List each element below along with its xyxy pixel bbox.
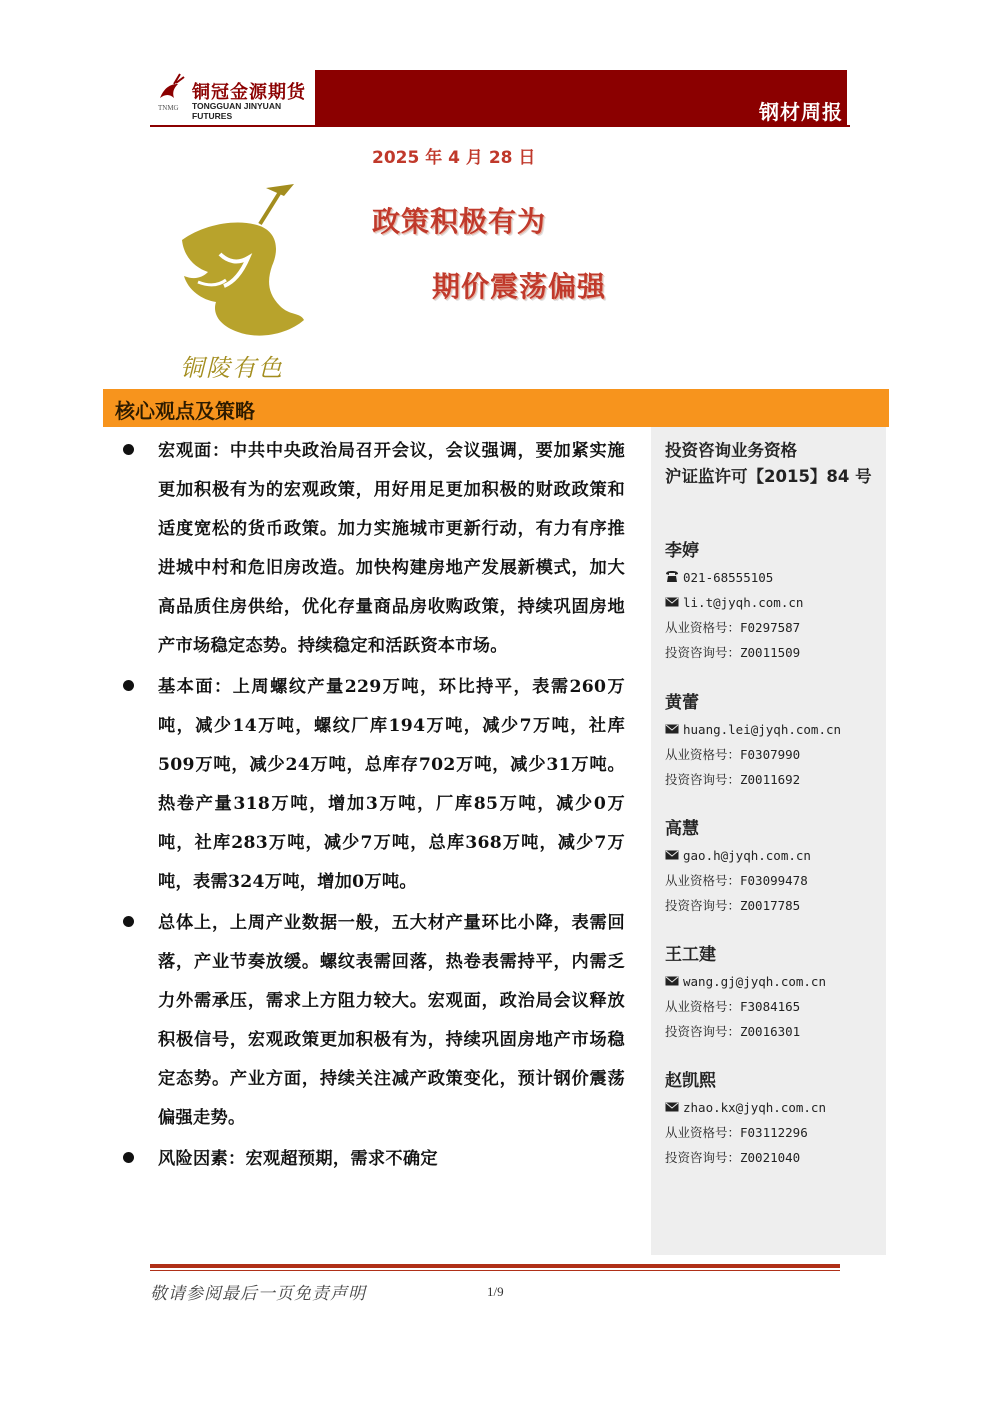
bullet-icon — [123, 444, 134, 455]
header-band — [315, 70, 847, 126]
analyst-name: 高慧 — [665, 819, 699, 839]
report-date: 2025 年 4 月 28 日 — [372, 148, 536, 168]
company-name-cn: 铜冠金源期货 — [192, 82, 306, 103]
report-title-line2: 期价震荡偏强 — [432, 270, 607, 303]
phone-icon — [665, 571, 679, 583]
report-title-line1: 政策积极有为 — [372, 205, 547, 238]
analyst-card — [665, 815, 880, 918]
deer-logo-icon — [156, 72, 186, 104]
analyst-name: 李婷 — [665, 541, 699, 561]
bullet-text: 总体上，上周产业数据一般，五大材产量环比小降，表需回落，产业节奏放缓。螺纹表需回落，热卷表需持平，内需乏力外需承压，需求上方阻力较大。宏观面，政治局会议释放积极信号，宏观政策更加积极有为，持续巩固房地产市场稳定态势。产业方面，持续关注减产政策变化，预计钢价震荡偏强走势。 — [158, 913, 625, 1128]
practice-id: 从业资格号：F0307990 — [665, 747, 801, 762]
emblem-caption: 铜陵有色 — [180, 354, 284, 382]
mail-icon — [665, 596, 679, 608]
mail-icon — [665, 1101, 679, 1113]
list-item — [120, 1140, 625, 1179]
bullet-icon — [123, 1152, 134, 1163]
practice-id: 从业资格号：F03099478 — [665, 873, 808, 888]
section-header — [103, 389, 889, 427]
section-title: 核心观点及策略 — [115, 399, 255, 423]
footer-divider-thin — [150, 1270, 840, 1271]
bullet-text: 风险因素：宏观超预期，需求不确定 — [158, 1149, 438, 1169]
analyst-name: 黄蕾 — [665, 693, 699, 713]
company-name-en: TONGGUAN JINYUAN FUTURES — [192, 101, 282, 121]
footer-divider — [150, 1264, 840, 1268]
mail-icon — [665, 975, 679, 987]
footer-disclaimer: 敬请参阅最后一页免责声明 — [150, 1284, 366, 1304]
phone-number: 021-68555105 — [683, 570, 774, 585]
consult-id: 投资咨询号：Z0021040 — [665, 1150, 801, 1165]
qualification-title: 投资咨询业务资格 — [665, 441, 797, 460]
analyst-email — [665, 969, 880, 994]
analyst-name: 赵凯熙 — [665, 1071, 716, 1091]
practice-id: 从业资格号：F3084165 — [665, 999, 801, 1014]
core-views-list — [120, 430, 625, 1179]
analyst-email — [665, 843, 880, 868]
bullet-icon — [123, 680, 134, 691]
analyst-sidebar — [651, 427, 886, 1255]
company-abbr: TNMG — [158, 104, 179, 112]
email-address[interactable]: zhao.kx@jyqh.com.cn — [683, 1100, 826, 1115]
analyst-phone — [665, 565, 880, 590]
mail-icon — [665, 849, 679, 861]
email-address[interactable]: li.t@jyqh.com.cn — [683, 595, 804, 610]
practice-id: 从业资格号：F0297587 — [665, 620, 801, 635]
consult-id: 投资咨询号：Z0017785 — [665, 898, 801, 913]
analyst-email — [665, 590, 880, 615]
bullet-text: 基本面：上周螺纹产量229万吨，环比持平，表需260万吨，减少14万吨，螺纹厂库194万吨，减少7万吨，社库509万吨，减少24万吨，总库存702万吨，减少31万吨。热卷产量318万吨，增加3万吨，厂库85万吨，减少0万吨，社库283万吨，减少7万吨，总库368万吨，减少7万吨，表需324万吨，增加0万吨。 — [158, 677, 625, 892]
list-item — [120, 432, 625, 666]
analyst-email — [665, 1095, 880, 1120]
license-number: 沪证监许可【2015】84 号 — [665, 467, 872, 486]
company-logo — [150, 70, 315, 125]
analyst-card — [665, 941, 880, 1044]
email-address[interactable]: wang.gj@jyqh.com.cn — [683, 974, 826, 989]
bullet-text: 宏观面：中共中央政治局召开会议，会议强调，要加紧实施更加积极有为的宏观政策，用好用足更加积极的财政政策和适度宽松的货币政策。加力实施城市更新行动，有力有序推进城中村和危旧房改造。加快构建房地产发展新模式，加大高品质住房供给，优化存量商品房收购政策，持续巩固房地产市场稳定态势。持续稳定和活跃资本市场。 — [158, 441, 625, 656]
list-item — [120, 668, 625, 902]
analyst-card — [665, 537, 880, 665]
page-number: 1/9 — [487, 1284, 504, 1299]
consult-id: 投资咨询号：Z0011509 — [665, 645, 801, 660]
email-address[interactable]: gao.h@jyqh.com.cn — [683, 848, 811, 863]
consult-id: 投资咨询号：Z0011692 — [665, 772, 801, 787]
bullet-icon — [123, 916, 134, 927]
list-item — [120, 904, 625, 1138]
mail-icon — [665, 723, 679, 735]
consult-id: 投资咨询号：Z0016301 — [665, 1024, 801, 1039]
header-divider — [150, 125, 850, 127]
analyst-card — [665, 689, 880, 792]
email-address[interactable]: huang.lei@jyqh.com.cn — [683, 722, 842, 737]
practice-id: 从业资格号：F03112296 — [665, 1125, 808, 1140]
analyst-email — [665, 717, 880, 742]
report-type: 钢材周报 — [759, 100, 843, 124]
analyst-name: 王工建 — [665, 945, 716, 965]
analyst-card — [665, 1067, 880, 1170]
